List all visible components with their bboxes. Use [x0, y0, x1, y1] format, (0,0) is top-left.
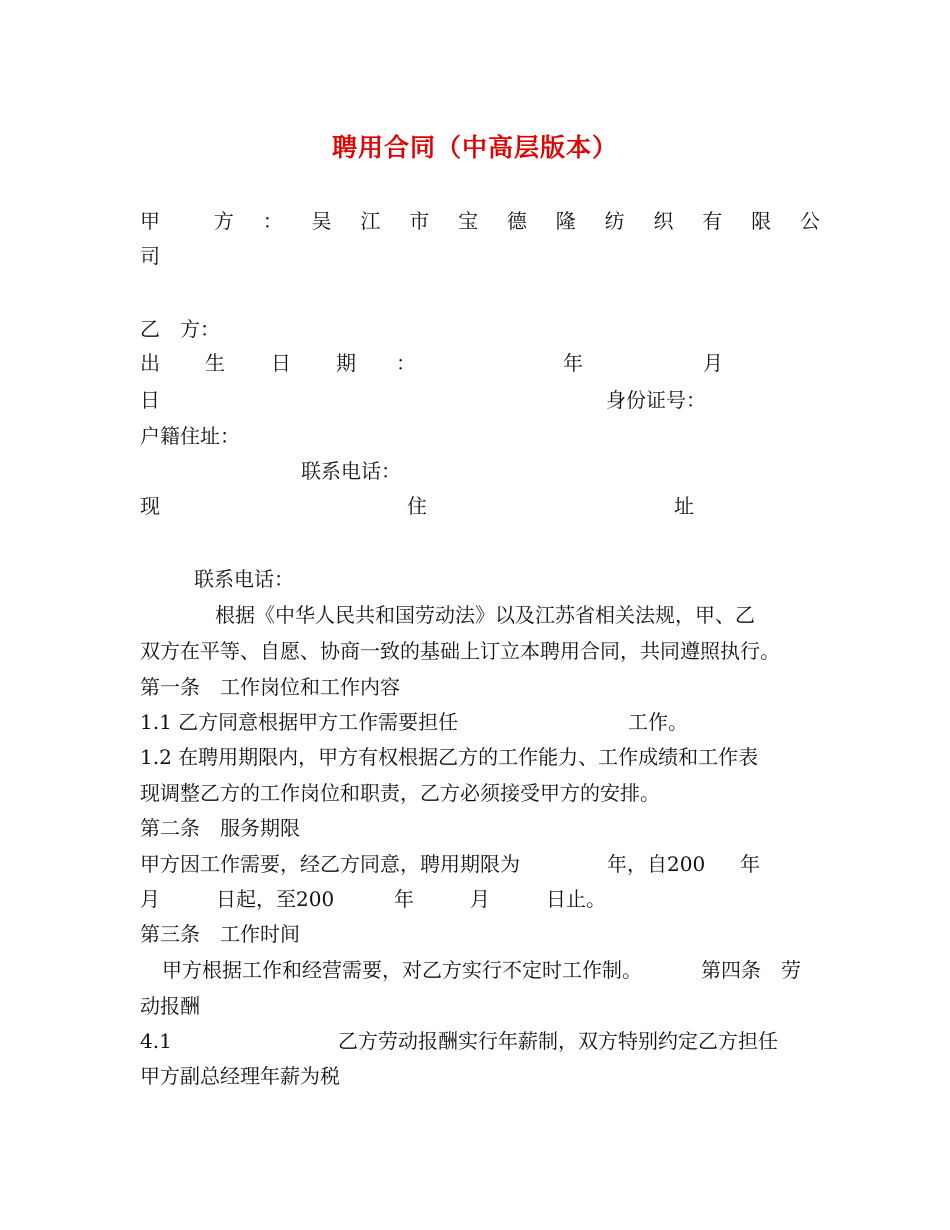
current-address-line	[140, 493, 820, 519]
term-start-year: 年	[740, 852, 760, 876]
party-a-wrap: 司	[140, 244, 160, 268]
birth-char: 日	[271, 351, 291, 375]
party-a-char: 纺	[604, 209, 625, 233]
article-4-heading-cont: 动报酬	[140, 994, 200, 1018]
working-hours-line	[140, 957, 820, 983]
clause-4-1-number: 4.1	[140, 1029, 172, 1053]
party-a-char: 织	[653, 209, 674, 233]
working-hours-text: 甲方根据工作和经营需要，对乙方实行不定时工作制。	[162, 958, 642, 982]
document-title: 聘用合同（中高层版本）	[331, 133, 618, 162]
day-id-line	[140, 387, 820, 413]
party-a-char: 德	[506, 209, 527, 233]
party-a-char: 市	[409, 209, 430, 233]
clause-4-1	[140, 1028, 820, 1054]
term-line-1	[140, 851, 820, 877]
party-a-char: 江	[360, 209, 381, 233]
birth-date-line	[140, 350, 820, 376]
phone-label: 联系电话：	[194, 567, 294, 591]
party-a-char: 宝	[458, 209, 479, 233]
term-line-2	[140, 886, 820, 912]
article-1-heading: 第一条 工作岗位和工作内容	[140, 675, 400, 699]
clause-1-2: 1.2 在聘用期限内，甲方有权根据乙方的工作能力、工作成绩和工作表	[140, 745, 759, 769]
party-a-char: ：	[262, 209, 283, 233]
party-a-char: 公	[799, 209, 820, 233]
phone-line-1	[140, 458, 820, 484]
clause-1-1	[140, 709, 820, 735]
party-a-char: 有	[702, 209, 723, 233]
phone-label: 联系电话：	[301, 459, 401, 483]
phone-line-2	[140, 566, 820, 592]
party-a-char: 甲	[140, 209, 160, 233]
address-char: 址	[674, 494, 694, 518]
birth-char: 生	[205, 351, 225, 375]
preamble-line-2: 双方在平等、自愿、协商一致的基础上订立本聘用合同，共同遵照执行。	[140, 639, 780, 663]
party-a-char: 隆	[555, 209, 576, 233]
article-2-heading: 第二条 服务期限	[140, 816, 300, 840]
preamble-text: 根据《中华人民共和国劳动法》以及江苏省相关法规，甲、乙	[215, 603, 755, 627]
birth-char: 出	[140, 351, 160, 375]
hukou-address-label: 户籍住址：	[140, 424, 240, 448]
term-start-day: 日起，至200	[216, 887, 335, 911]
clause-1-2-cont: 现调整乙方的工作岗位和职责，乙方必须接受甲方的安排。	[140, 781, 660, 805]
birth-year-label: 年	[563, 351, 583, 375]
party-b-label: 乙 方：	[140, 317, 220, 341]
clause-1-1-text: 1.1 乙方同意根据甲方工作需要担任	[140, 710, 459, 734]
birth-month-label: 月	[703, 351, 723, 375]
clause-4-1-cont: 甲方副总经理年薪为税	[140, 1064, 340, 1088]
term-end-month: 月	[470, 887, 490, 911]
term-years: 年，自200	[607, 852, 706, 876]
clause-1-1-suffix: 工作。	[628, 710, 688, 734]
birth-char: 期	[336, 351, 356, 375]
article-4-heading: 第四条 劳	[701, 958, 801, 982]
party-a-char: 吴	[311, 209, 332, 233]
party-a-char: 方	[213, 209, 234, 233]
preamble-line	[140, 602, 820, 628]
birth-day-label: 日	[140, 388, 160, 412]
term-end-day: 日止。	[546, 887, 606, 911]
article-3-heading: 第三条 工作时间	[140, 922, 300, 946]
party-a-char: 限	[751, 209, 772, 233]
birth-char: ：	[396, 351, 416, 375]
address-char: 现	[140, 494, 160, 518]
term-text: 甲方因工作需要，经乙方同意，聘用期限为	[140, 852, 520, 876]
party-a-line	[140, 208, 820, 234]
address-char: 住	[407, 494, 427, 518]
clause-4-1-text: 乙方劳动报酬实行年薪制，双方特别约定乙方担任	[338, 1029, 778, 1053]
id-number-label: 身份证号：	[606, 388, 706, 412]
term-end-year: 年	[394, 887, 414, 911]
term-start-month: 月	[140, 887, 160, 911]
